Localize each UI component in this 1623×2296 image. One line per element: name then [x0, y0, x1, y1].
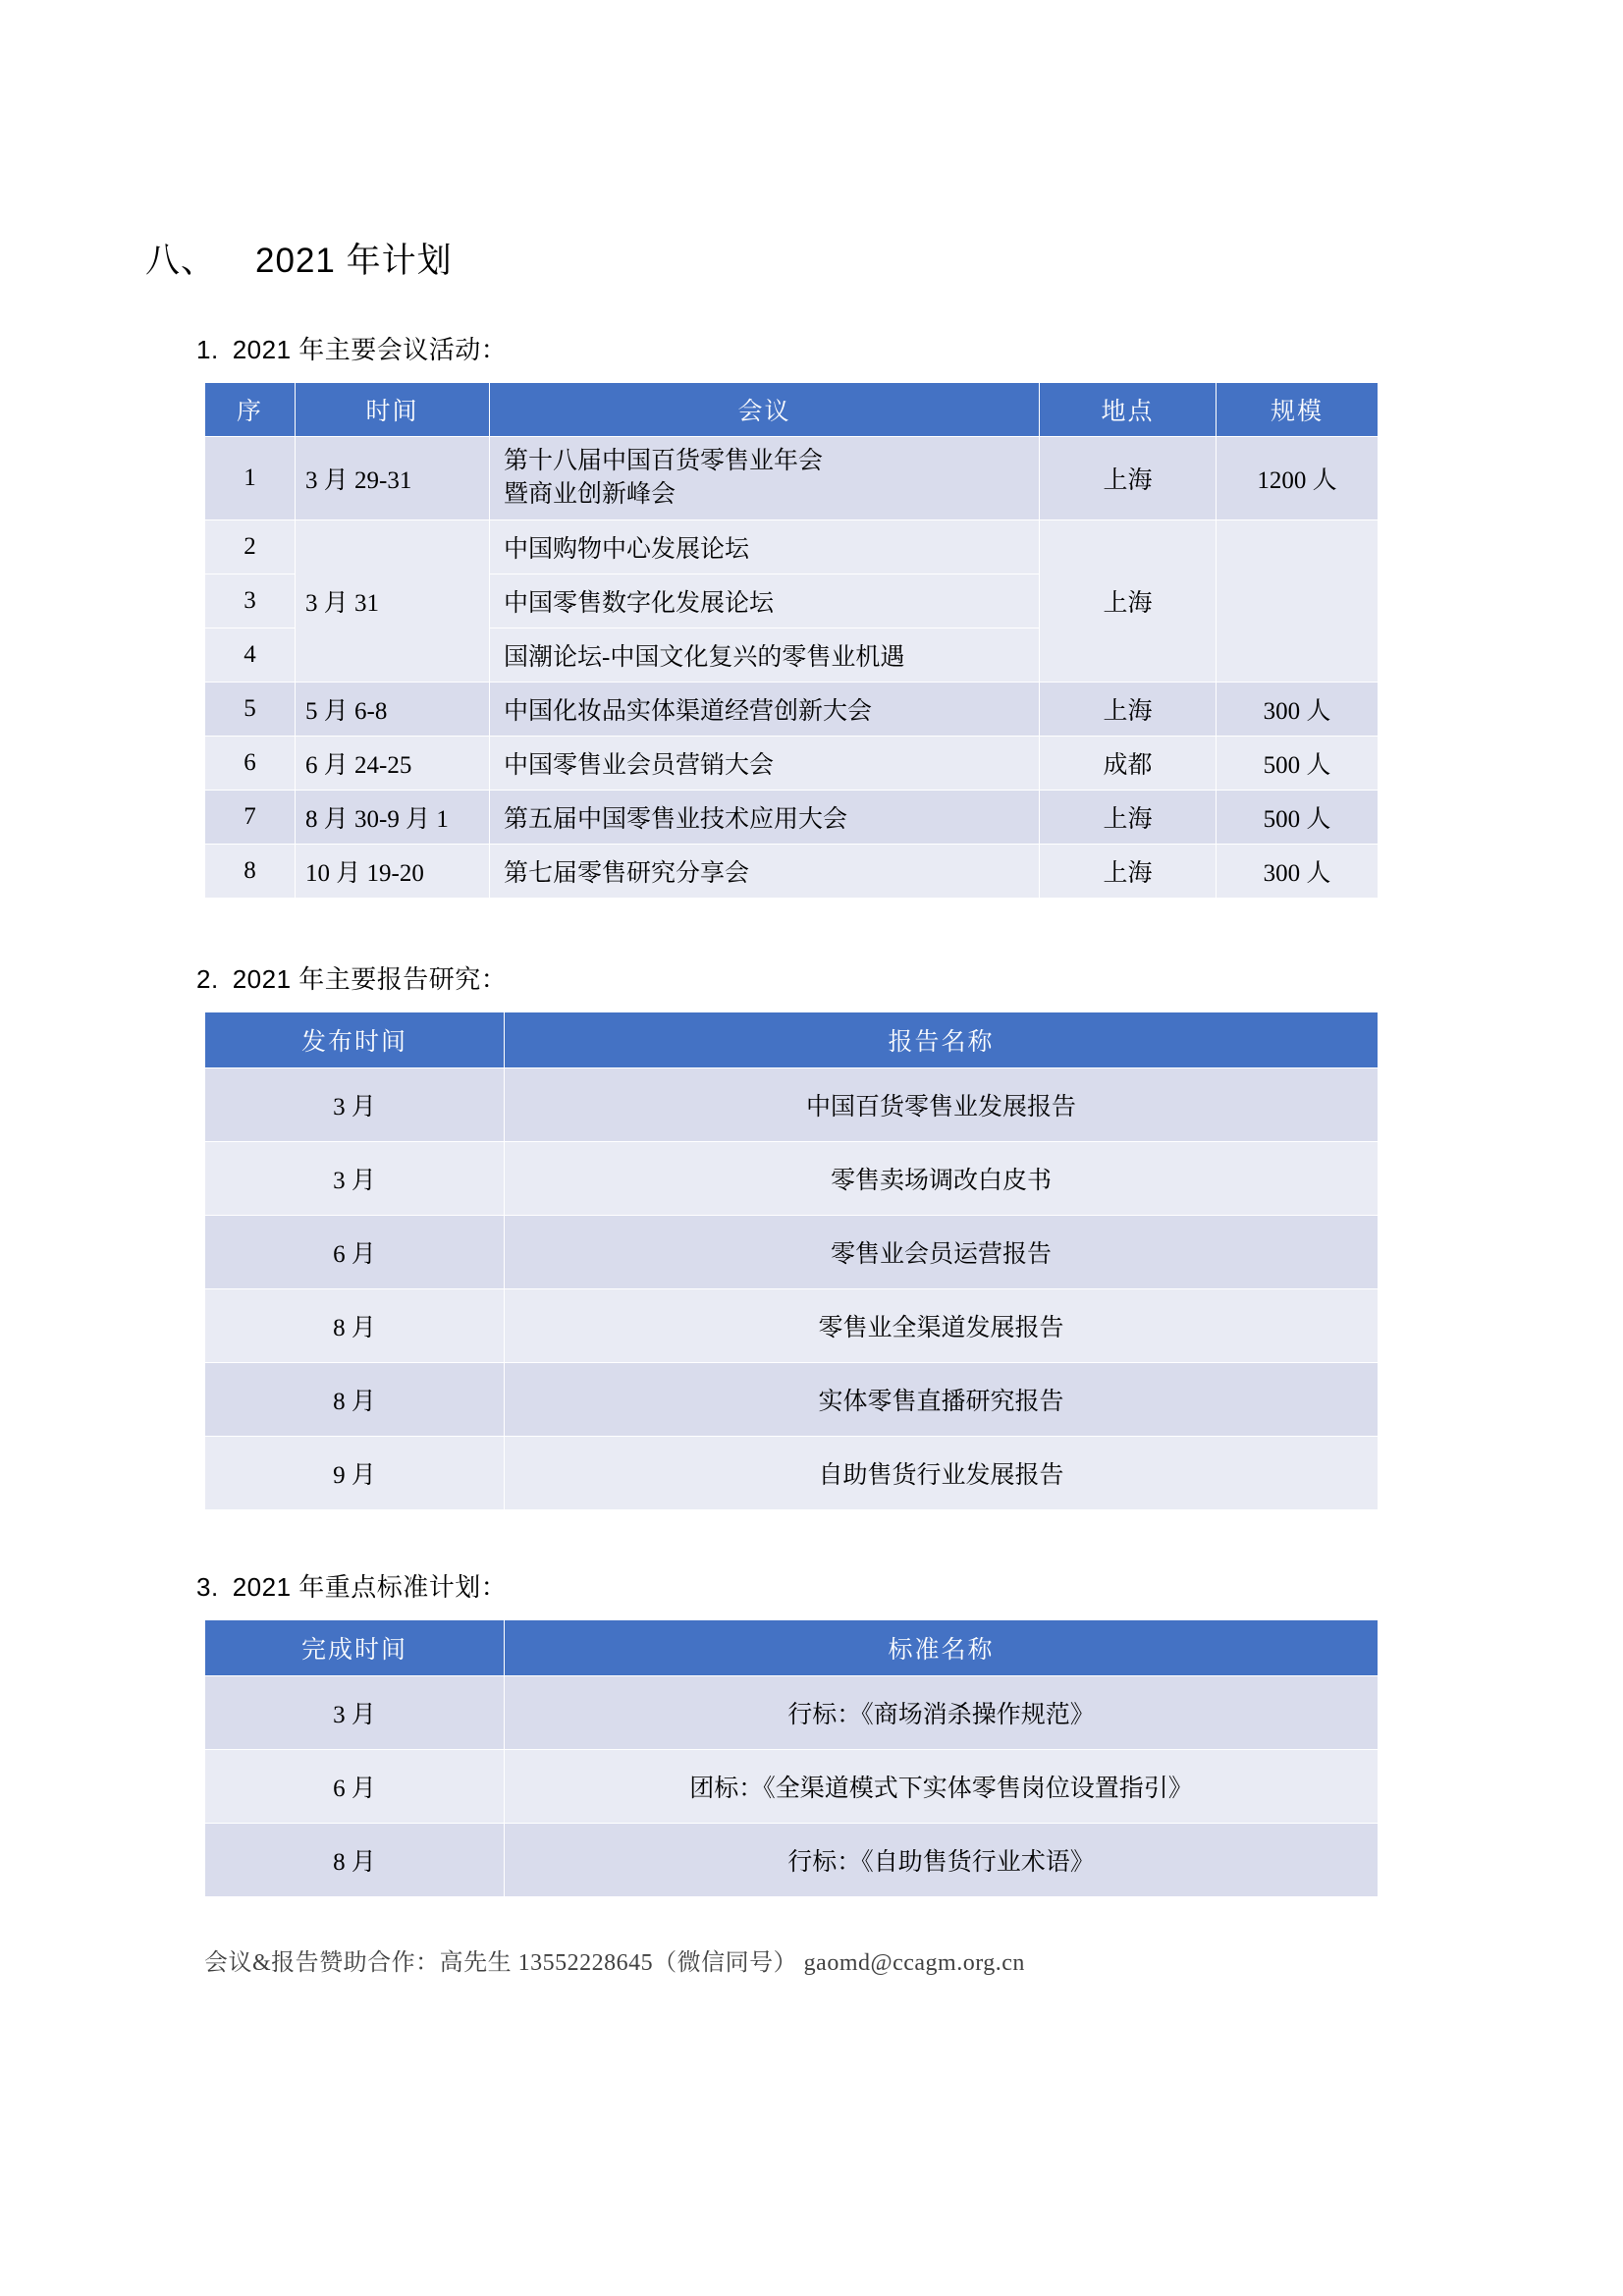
- cell-meeting: 国潮论坛-中国文化复兴的零售业机遇: [490, 628, 1040, 682]
- cell-time: 3 月: [205, 1675, 505, 1749]
- cell-time: 3 月: [205, 1141, 505, 1215]
- cell-meeting: [490, 437, 1040, 520]
- table-row: [205, 437, 1379, 520]
- cell-meeting: 中国化妆品实体渠道经营创新大会: [490, 682, 1040, 736]
- cell-seq: 5: [205, 682, 296, 736]
- column-header-finish-time: 完成时间: [205, 1619, 505, 1675]
- subsection-number-1: 1.: [196, 335, 219, 364]
- table-row: [205, 844, 1379, 898]
- reports-table: [204, 1011, 1379, 1510]
- cell-meeting-line1: 第十八届中国百货零售业年会: [504, 448, 824, 474]
- cell-name: 零售卖场调改白皮书: [505, 1141, 1379, 1215]
- cell-name: 零售业会员运营报告: [505, 1215, 1379, 1288]
- cell-meeting: 第五届中国零售业技术应用大会: [490, 790, 1040, 844]
- cell-time: 3 月 31: [296, 519, 490, 682]
- table-row: [205, 790, 1379, 844]
- table-header-row: [205, 1011, 1379, 1067]
- cell-place: 上海: [1040, 790, 1217, 844]
- cell-seq: 7: [205, 790, 296, 844]
- cell-name: 行标：《商场消杀操作规范》: [505, 1675, 1379, 1749]
- section-number: 八、: [145, 242, 217, 280]
- table-row: [205, 519, 1379, 574]
- cell-time: 10 月 19-20: [296, 844, 490, 898]
- spacer: [145, 899, 1451, 959]
- cell-place: 成都: [1040, 736, 1217, 790]
- table-row: [205, 1288, 1379, 1362]
- column-header-publish-time: 发布时间: [205, 1011, 505, 1067]
- cell-name: 自助售货行业发展报告: [505, 1436, 1379, 1509]
- cell-name: 实体零售直播研究报告: [505, 1362, 1379, 1436]
- subsection-heading-3: [196, 1567, 1451, 1604]
- cell-meeting: 中国购物中心发展论坛: [490, 519, 1040, 574]
- subsection-number-3: 3.: [196, 1571, 219, 1602]
- table-row: [205, 1675, 1379, 1749]
- column-header-place: 地点: [1040, 383, 1217, 437]
- cell-seq: 2: [205, 519, 296, 574]
- cell-seq: 8: [205, 844, 296, 898]
- column-header-time: 时间: [296, 383, 490, 437]
- cell-scale: [1217, 519, 1379, 682]
- cell-time: 3 月: [205, 1067, 505, 1141]
- cell-meeting: 中国零售数字化发展论坛: [490, 574, 1040, 628]
- cell-meeting: 中国零售业会员营销大会: [490, 736, 1040, 790]
- cell-time: 9 月: [205, 1436, 505, 1509]
- cell-place: 上海: [1040, 437, 1217, 520]
- table-header-row: [205, 383, 1379, 437]
- cell-seq: 4: [205, 628, 296, 682]
- cell-time: 8 月: [205, 1362, 505, 1436]
- cell-name: 零售业全渠道发展报告: [505, 1288, 1379, 1362]
- subsection-title-3: 2021 年重点标准计划：: [232, 1571, 508, 1602]
- section-title: 2021 年计划: [255, 242, 453, 280]
- column-header-meeting: 会议: [490, 383, 1040, 437]
- cell-name: 团标：《全渠道模式下实体零售岗位设置指引》: [505, 1749, 1379, 1823]
- cell-time: 6 月: [205, 1215, 505, 1288]
- cell-name: 中国百货零售业发展报告: [505, 1067, 1379, 1141]
- sponsorship-contact-note: 会议&报告赞助合作：高先生 13552228645（微信同号） gaomd@ccagm.org.cn: [204, 1949, 1025, 1976]
- standards-table: [204, 1619, 1379, 1897]
- cell-time: 8 月: [205, 1823, 505, 1896]
- table-header-row: [205, 1619, 1379, 1675]
- cell-time: 3 月 29-31: [296, 437, 490, 520]
- table-row: [205, 1141, 1379, 1215]
- column-header-seq: 序: [205, 383, 296, 437]
- cell-time: 8 月 30-9 月 1: [296, 790, 490, 844]
- table-row: [205, 1215, 1379, 1288]
- table-row: [205, 736, 1379, 790]
- cell-time: 5 月 6-8: [296, 682, 490, 736]
- column-header-standard-name: 标准名称: [505, 1619, 1379, 1675]
- cell-time: 6 月: [205, 1749, 505, 1823]
- cell-meeting: 第七届零售研究分享会: [490, 844, 1040, 898]
- cell-time: 8 月: [205, 1288, 505, 1362]
- cell-place: 上海: [1040, 682, 1217, 736]
- cell-time: 6 月 24-25: [296, 736, 490, 790]
- spacer: [145, 1510, 1451, 1567]
- cell-place: 上海: [1040, 844, 1217, 898]
- document-content: [145, 234, 1451, 1977]
- subsection-number-2: 2.: [196, 963, 219, 994]
- table-row: [205, 1823, 1379, 1896]
- cell-scale: 300 人: [1217, 844, 1379, 898]
- cell-seq: 3: [205, 574, 296, 628]
- table-row: [205, 1436, 1379, 1509]
- column-header-scale: 规模: [1217, 383, 1379, 437]
- meetings-table: [204, 382, 1379, 899]
- subsection-heading-2: [196, 959, 1451, 996]
- table-row: [205, 1067, 1379, 1141]
- cell-name: 行标：《自助售货行业术语》: [505, 1823, 1379, 1896]
- table-row: [205, 1362, 1379, 1436]
- cell-place: 上海: [1040, 519, 1217, 682]
- subsection-title-1: 2021 年主要会议活动：: [232, 335, 508, 364]
- cell-scale: 500 人: [1217, 790, 1379, 844]
- table-row: [205, 1749, 1379, 1823]
- cell-meeting-line2: 暨商业创新峰会: [504, 480, 676, 508]
- cell-scale: 300 人: [1217, 682, 1379, 736]
- subsection-title-2: 2021 年主要报告研究：: [232, 963, 508, 994]
- table-row: [205, 682, 1379, 736]
- cell-scale: 500 人: [1217, 736, 1379, 790]
- page-title: [145, 234, 1451, 283]
- cell-seq: 6: [205, 736, 296, 790]
- column-header-report-name: 报告名称: [505, 1011, 1379, 1067]
- cell-seq: 1: [205, 437, 296, 520]
- cell-scale: 1200 人: [1217, 437, 1379, 520]
- subsection-heading-1: [196, 330, 1451, 366]
